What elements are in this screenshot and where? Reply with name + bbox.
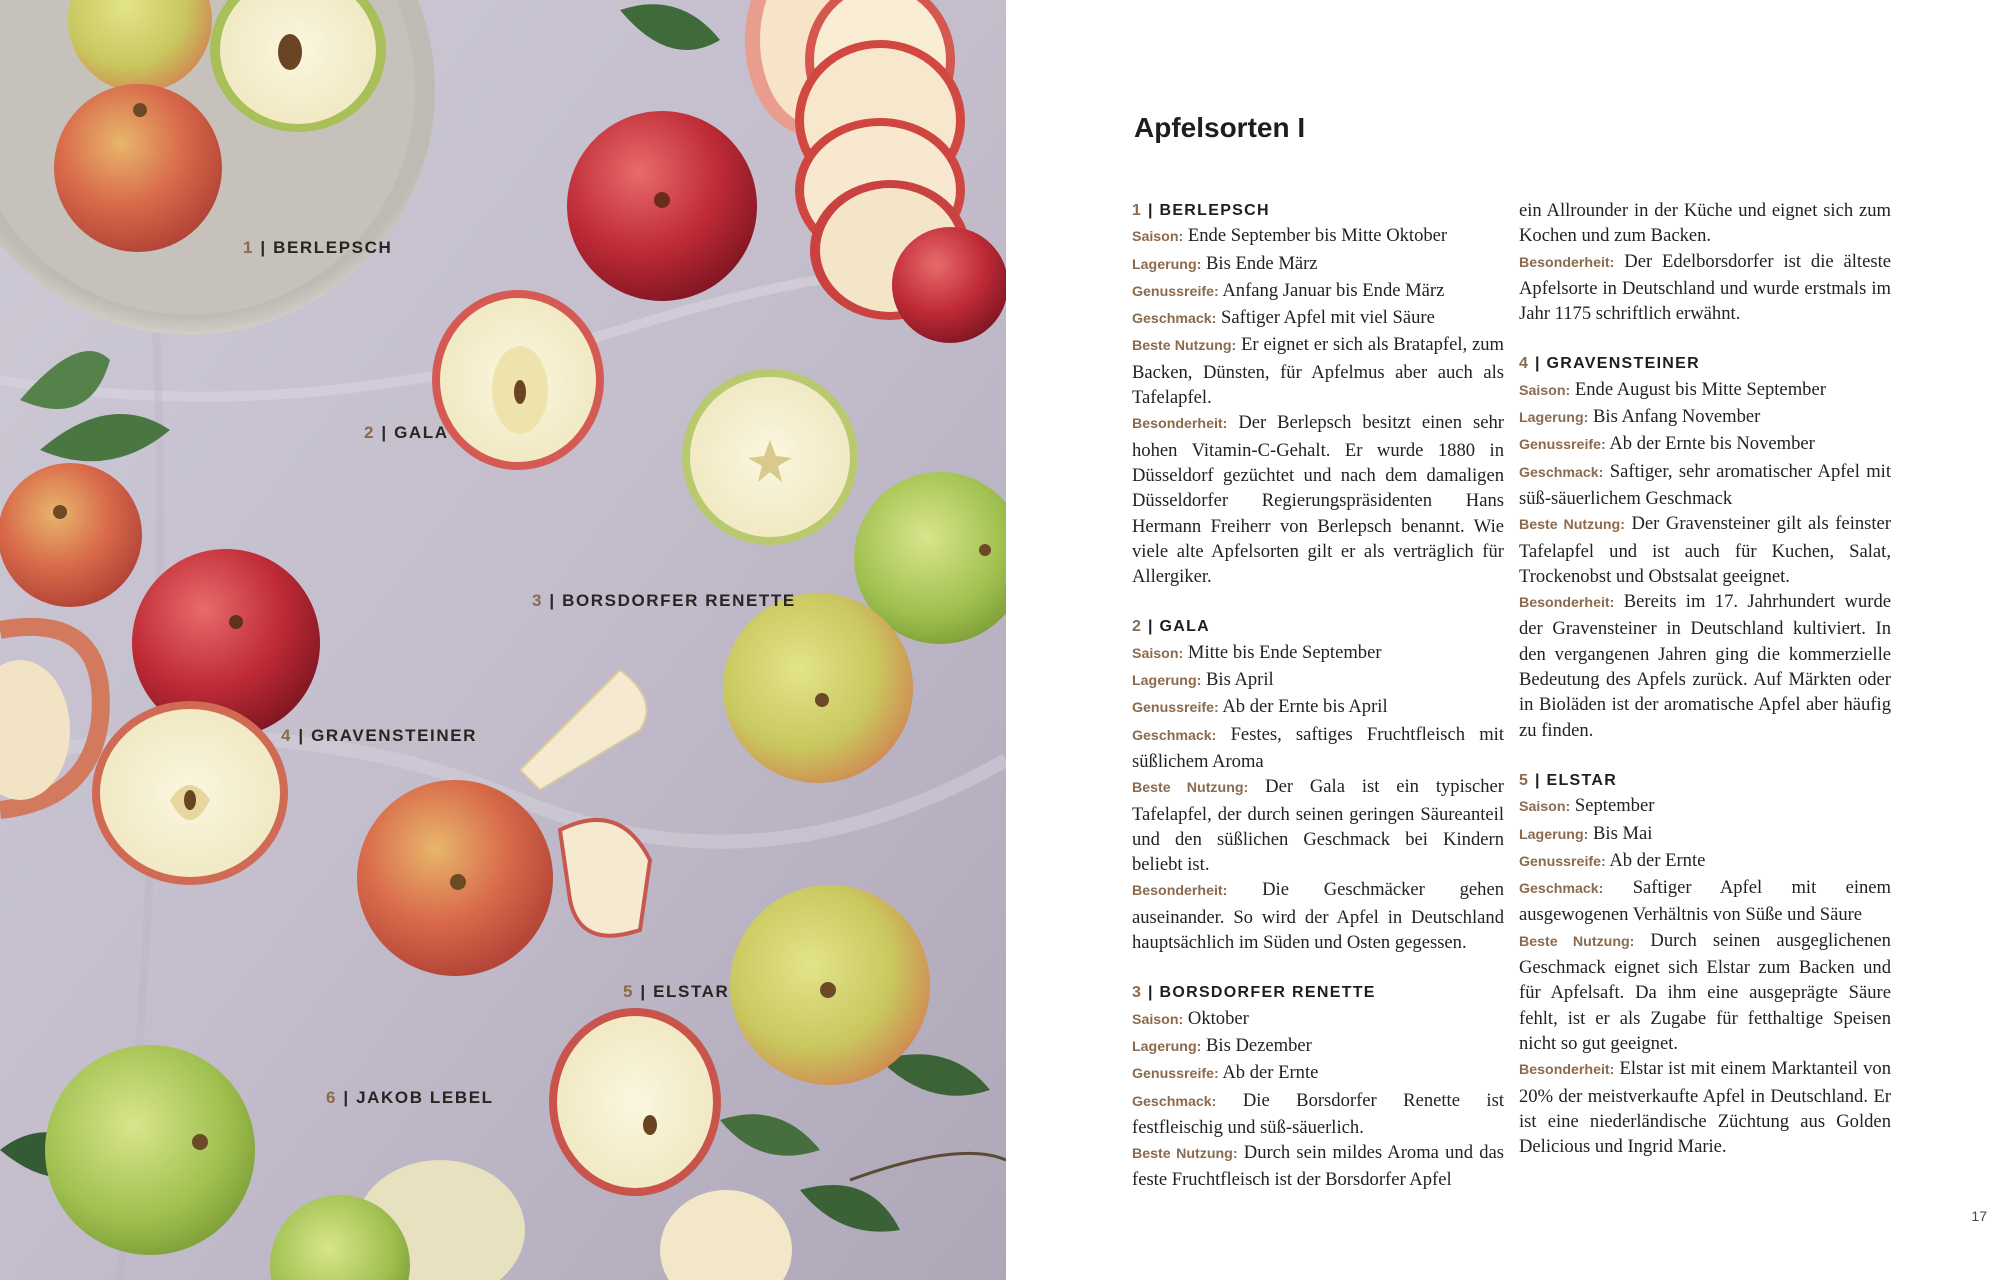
variety-besonderheit: Besonderheit: Der Berlepsch besitzt einen sehr hohen Vitamin-C-Gehalt. Er wurde 1880 in Düsseldorf gezüchtet und nach dem damaligen Düsseldorfer Regierungspräsidenten Hans Hermann Freiherr von Berlepsch benannt. Wie viele alte Apfelsorten gilt er als verträglich für Allergiker. xyxy=(1132,412,1504,588)
variety-besonderheit: Besonderheit: Bereits im 17. Jahrhundert wurde der Gravensteiner in Deutschland kultiviert. In den vergangenen Jahren ging die kommerzielle Bedeutung des Apfels zurück. Auf Märkten oder in Bioläden ist der aromatische Apfel aber häufig zu finden. xyxy=(1519,591,1892,741)
variety-besonderheit: Besonderheit: Der Edelborsdorfer ist die älteste Apfelsorte in Deutschland und wurde erstmals im Jahr 1175 schriftlich erwähnt. xyxy=(1519,250,1891,325)
variety-saison: Saison: September xyxy=(1519,795,1655,817)
variety-genussreife: Genussreife: Anfang Januar bis Ende März xyxy=(1132,279,1445,301)
variety-nutzung: Beste Nutzung: Er eignet er sich als Bratapfel, zum Backen, Dünsten, für Apfelmus aber auch als Tafelapfel. xyxy=(1132,334,1504,409)
variety-nutzung: Beste Nutzung: Durch seinen ausgeglichenen Geschmack eignet sich Elstar zum Backen und für Apfelsaft. Da ihm eine ausgeprägte Säure fehlt, ist er als Zugabe für fetthaltige Speisen nicht so gut geeignet. xyxy=(1519,929,1891,1054)
variety-nutzung: Beste Nutzung: Der Gravensteiner gilt als feinster Tafelapfel und ist auch für Kuchen, Salat, Trockenobst und Obstsalat geeignet. xyxy=(1519,513,1891,587)
variety-saison: Saison: Ende August bis Mitte September xyxy=(1519,378,1826,400)
text-column-right xyxy=(1519,198,1891,1184)
variety-geschmack: Geschmack: Saftiger, sehr aromatischer Apfel mit süß-säuerlichem Geschmack xyxy=(1519,460,1891,509)
photo-label-elstar: 5 | ELSTAR xyxy=(623,982,730,1001)
variety-nutzung: Beste Nutzung: Der Gala ist ein typischer Tafelapfel, der durch seinen geringen Säureanteil und den süßlichen Geschmack bei Kindern beliebt ist. xyxy=(1132,776,1504,876)
variety-lagerung: Lagerung: Bis Dezember xyxy=(1132,1034,1312,1056)
text-column-left xyxy=(1132,198,1504,1218)
variety-geschmack: Geschmack: Die Borsdorfer Renette ist festfleischig und süß-säuerlich. xyxy=(1132,1089,1504,1138)
variety-heading: 2 | GALA xyxy=(1132,618,1211,636)
variety-heading: 3 | BORSDORFER RENETTE xyxy=(1132,984,1376,1002)
variety-entry-berlepsch xyxy=(1132,198,1504,589)
variety-genussreife: Genussreife: Ab der Ernte xyxy=(1519,849,1706,871)
photo-label-gala: 2 | GALA xyxy=(364,423,449,442)
variety-entry-borsdorfer-renette-continued xyxy=(1519,198,1891,326)
variety-lagerung: Lagerung: Bis Mai xyxy=(1519,822,1653,844)
photo-label-gravensteiner: 4 | GRAVENSTEINER xyxy=(281,726,478,745)
photo-label-jakob-lebel: 6 | JAKOB LEBEL xyxy=(326,1088,494,1107)
photo-label-borsdorfer-renette: 3 | BORSDORFER RENETTE xyxy=(532,591,796,610)
variety-entry-borsdorfer-renette xyxy=(1132,980,1504,1192)
text-page xyxy=(1006,0,2011,1280)
variety-entry-gala xyxy=(1132,614,1504,955)
variety-geschmack: Geschmack: Saftiger Apfel mit viel Säure xyxy=(1132,307,1435,329)
variety-lagerung: Lagerung: Bis Ende März xyxy=(1132,252,1318,274)
page-number: 17 xyxy=(1971,1208,1987,1224)
variety-besonderheit: Besonderheit: Elstar ist mit einem Marktanteil von 20% der meistverkaufte Apfel in Deutschland. Er ist eine niederländische Züchtung aus Golden Delicious und Ingrid Marie. xyxy=(1519,1058,1891,1158)
variety-heading: 4 | GRAVENSTEINER xyxy=(1519,355,1700,373)
variety-saison: Saison: Ende September bis Mitte Oktober xyxy=(1132,225,1448,247)
variety-genussreife: Genussreife: Ab der Ernte xyxy=(1132,1062,1319,1084)
variety-entry-elstar xyxy=(1519,768,1891,1159)
variety-genussreife: Genussreife: Ab der Ernte bis April xyxy=(1132,696,1388,718)
photo-label-berlepsch: 1 | BERLEPSCH xyxy=(243,238,393,257)
variety-genussreife: Genussreife: Ab der Ernte bis November xyxy=(1519,433,1815,455)
variety-lagerung: Lagerung: Bis April xyxy=(1132,669,1274,691)
variety-entry-gravensteiner xyxy=(1519,351,1891,742)
variety-saison: Saison: Mitte bis Ende September xyxy=(1132,641,1382,663)
variety-lagerung: Lagerung: Bis Anfang November xyxy=(1519,406,1761,428)
variety-nutzung: Beste Nutzung: Durch sein mildes Aroma und das feste Fruchtfleisch ist der Borsdorfer Apfel xyxy=(1132,1142,1504,1191)
variety-nutzung-continued: ein Allrounder in der Küche und eignet sich zum Kochen und zum Backen. xyxy=(1519,200,1891,247)
variety-besonderheit: Besonderheit: Die Geschmäcker gehen auseinander. So wird der Apfel in Deutschland hauptsächlich im Süden und Osten gegessen. xyxy=(1132,879,1504,954)
variety-geschmack: Geschmack: Festes, saftiges Fruchtfleisch mit süßlichem Aroma xyxy=(1132,723,1505,772)
variety-geschmack: Geschmack: Saftiger Apfel mit einem ausgewogenen Verhältnis von Süße und Säure xyxy=(1519,877,1891,926)
variety-saison: Saison: Oktober xyxy=(1132,1007,1249,1029)
page-title: Apfelsorten I xyxy=(1134,112,1306,143)
variety-heading: 1 | BERLEPSCH xyxy=(1132,202,1270,219)
variety-heading: 5 | ELSTAR xyxy=(1519,771,1618,789)
